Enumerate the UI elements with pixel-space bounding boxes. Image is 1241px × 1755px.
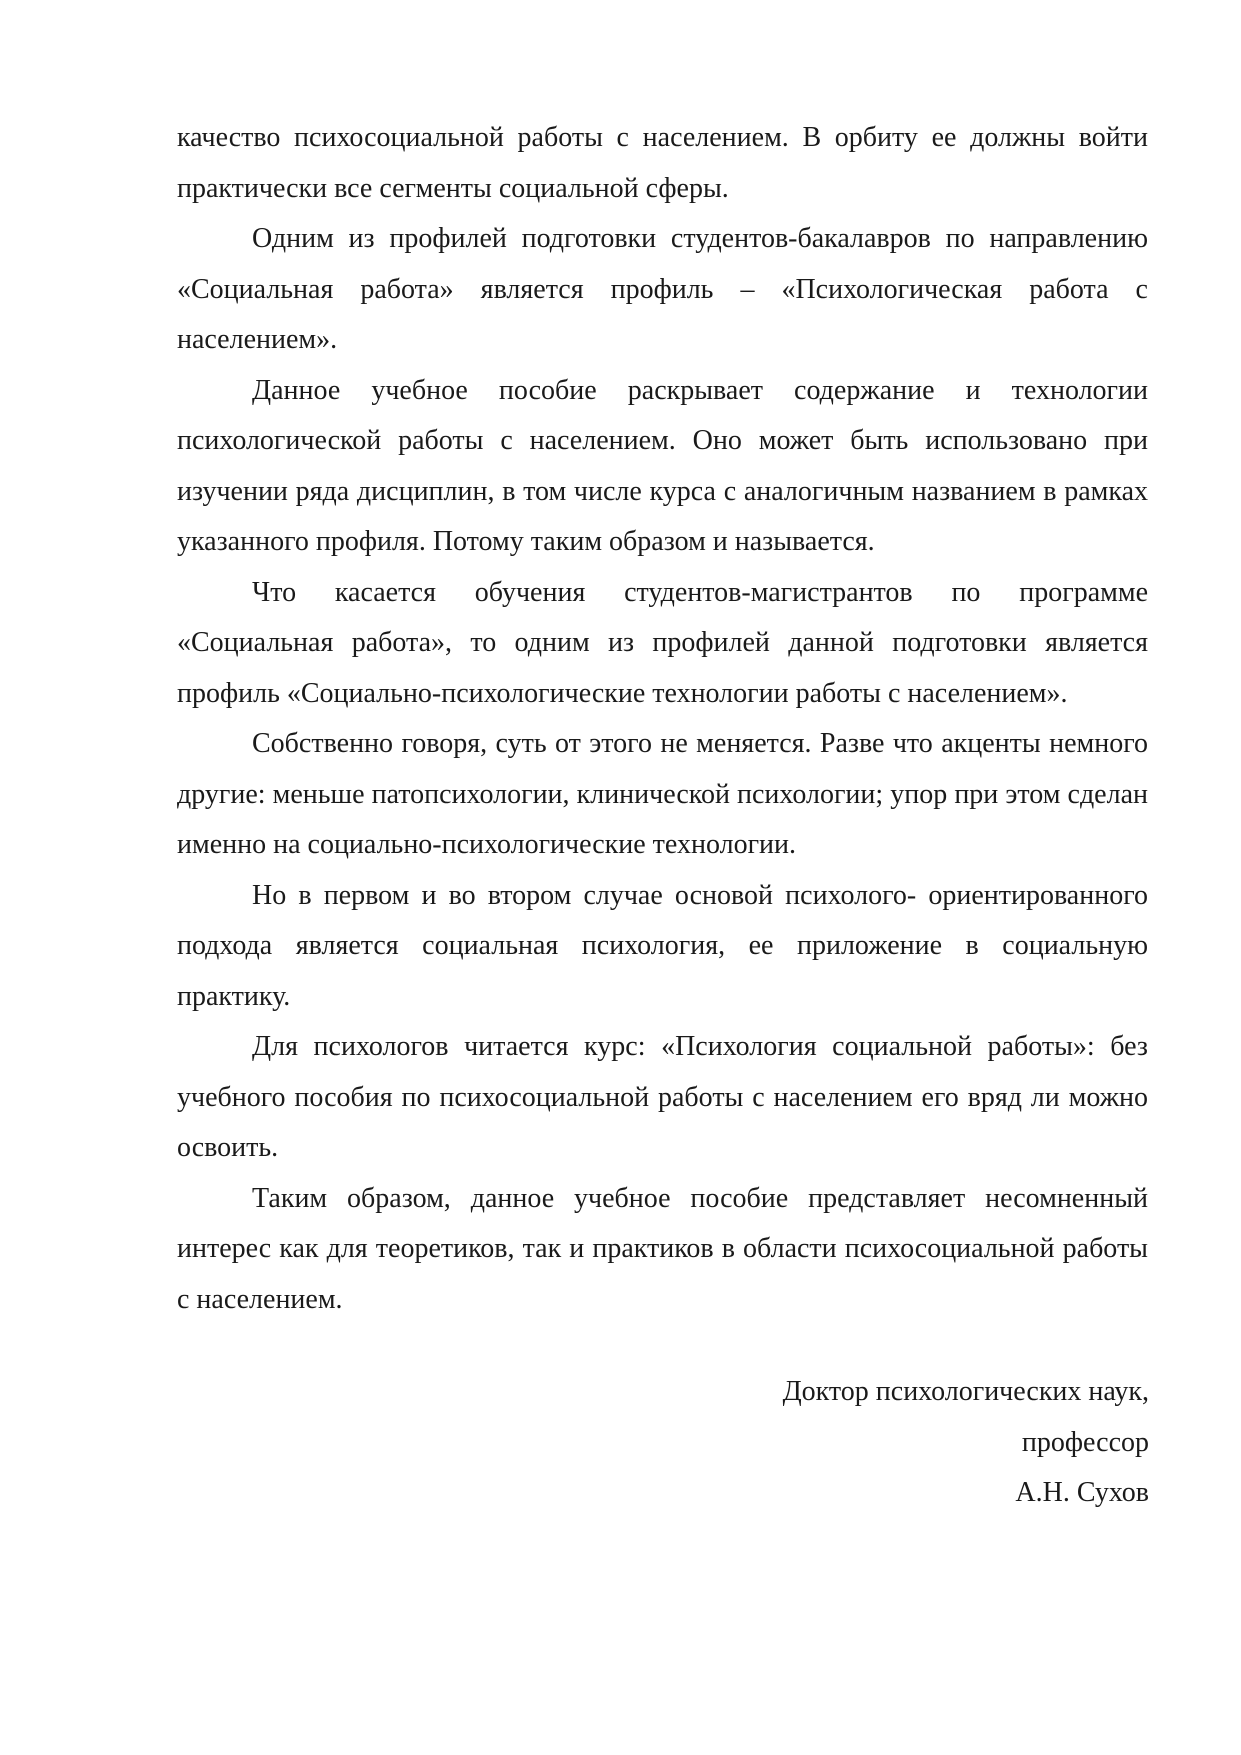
signature-name: А.Н. Сухов [1015, 1477, 1149, 1508]
paragraph-social-psychology: Но в первом и во втором случае основой психолого- ориентированного подхода является социальная психология, ее приложение в социальную практику. [177, 879, 1148, 1012]
paragraph-continuation: качество психосоциальной работы с населением. В орбиту ее должны войти практически все сегменты социальной сферы. [177, 122, 1148, 204]
paragraph-course: Для психологов читается курс: «Психология социальной работы»: без учебного пособия по психосоциальной работы с населением его вряд ли можно освоить. [177, 1031, 1148, 1163]
paragraph-textbook-content: Данное учебное пособие раскрывает содержание и технологии психологической работы с населением. Оно может быть использовано при изучении ряда дисциплин, в том числе курса с аналогичным названием в рамках указанного профиля. Потому таким образом и называется. [177, 374, 1148, 557]
signature-degree: Доктор психологических наук, [782, 1376, 1149, 1407]
paragraph-accents: Собственно говоря, суть от этого не меняется. Разве что акценты немного другие: меньше патопсихологии, клинической психологии; упор при этом сделан именно на социально-психологические технологии. [177, 728, 1148, 860]
body-text [177, 113, 1148, 1325]
paragraph-conclusion: Таким образом, данное учебное пособие представляет несомненный интерес как для теоретиков, так и практиков в области психосоциальной работы с населением. [177, 1182, 1148, 1315]
signature-title: профессор [1021, 1426, 1149, 1458]
paragraph-profile-master: Что касается обучения студентов-магистрантов по программе «Социальная работа», то одним из профилей данной подготовки является профиль «Социально-психологические технологии работы с населением». [177, 576, 1148, 709]
signature-block [649, 1367, 1149, 1519]
paragraph-profile-bachelor: Одним из профилей подготовки студентов-бакалавров по направлению «Социальная работа» является профиль – «Психологическая работа с населением». [177, 223, 1148, 355]
